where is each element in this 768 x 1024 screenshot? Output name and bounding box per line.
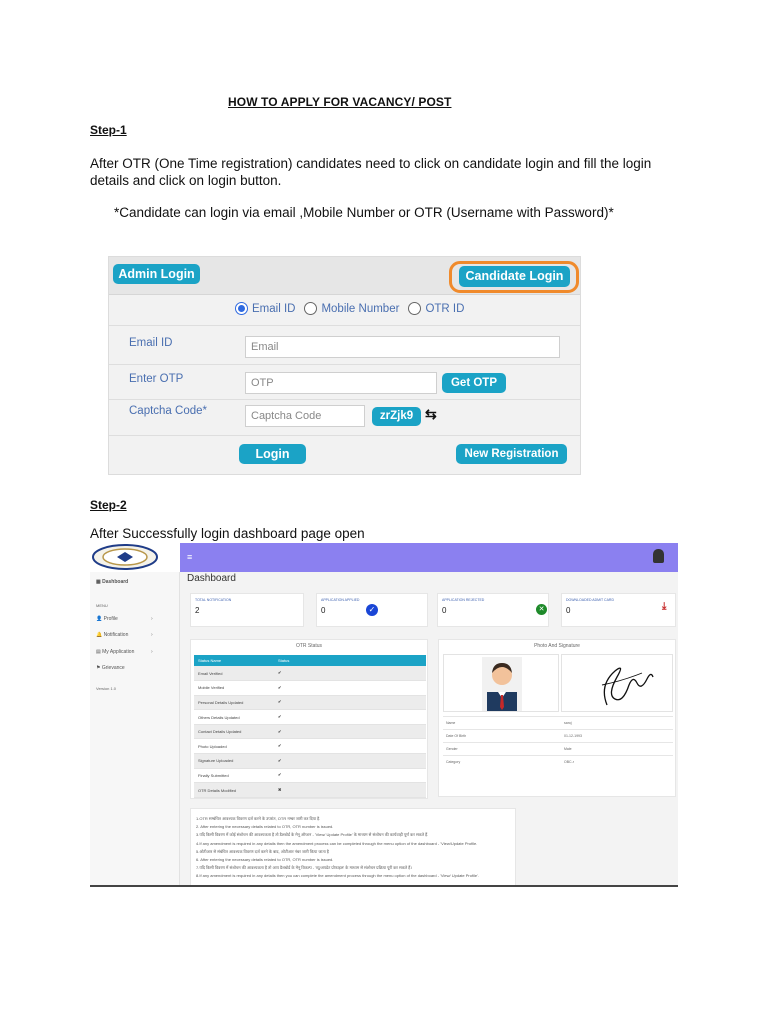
otr-status-panel bbox=[190, 639, 428, 799]
captcha-image: zrZjk9 bbox=[372, 407, 421, 426]
candidate-details-table bbox=[443, 716, 673, 769]
instruction-line: 6. After entering the necessary details related to OTR, OTR number is issued. bbox=[196, 856, 334, 862]
table-row: Photo Uploaded ✔ bbox=[194, 739, 426, 754]
table-row: Date Of Birth 01-12-1993 bbox=[443, 730, 673, 743]
download-icon: ⤓ bbox=[662, 601, 667, 612]
step1-line1: After OTR (One Time registration) candidates need to click on candidate login and fill the login bbox=[90, 156, 652, 171]
step1-note: *Candidate can login via email ,Mobile Number or OTR (Username with Password)* bbox=[114, 205, 614, 220]
table-row: Contact Details Updated ✔ bbox=[194, 724, 426, 739]
get-otp-button[interactable]: Get OTP bbox=[442, 373, 506, 393]
table-row: Gender Male bbox=[443, 743, 673, 756]
dashboard-screenshot bbox=[90, 543, 678, 887]
step1-line2: details and click on login button. bbox=[90, 173, 282, 188]
captcha-field[interactable]: Captcha Code bbox=[245, 405, 365, 427]
new-registration-button[interactable]: New Registration bbox=[456, 444, 567, 464]
photo-signature-title: Photo And Signature bbox=[534, 643, 580, 649]
card-total-notification[interactable]: TOTAL NOTIFICATION 2 bbox=[190, 593, 304, 627]
card-application-applied[interactable]: APPLICATION APPLIED 0 ✓ bbox=[316, 593, 428, 627]
sidebar-item-grievance[interactable]: ⚑ Grievance bbox=[96, 665, 125, 671]
page-title: Dashboard bbox=[187, 573, 236, 584]
table-row: OTR Details Modified ✖ bbox=[194, 783, 426, 798]
instruction-line: 7.यदि किसी विवरण में संशोधन की आवश्यकता है तो आप डैशबोर्ड के मेनू विकल्प - 'व्यू/अपडेट प्रोफाइल' के माध्यम से संशोधन प्रक्रिया पूरी कर सकते हैं। bbox=[196, 865, 412, 871]
divider bbox=[109, 364, 580, 365]
hamburger-icon[interactable]: ≡ bbox=[187, 552, 193, 562]
chevron-right-icon: › bbox=[151, 632, 153, 638]
captcha-label: Captcha Code* bbox=[129, 405, 207, 417]
chevron-right-icon: › bbox=[151, 616, 153, 622]
check-circle-icon: ✓ bbox=[366, 604, 378, 616]
radio-email[interactable] bbox=[235, 302, 248, 315]
logo bbox=[90, 543, 180, 572]
x-circle-icon: ✕ bbox=[536, 604, 547, 615]
table-row: Finally Submitted ✔ bbox=[194, 768, 426, 783]
step2-heading: Step-2 bbox=[90, 498, 127, 512]
radio-mobile[interactable] bbox=[304, 302, 317, 315]
candidate-login-button[interactable]: Candidate Login bbox=[459, 266, 570, 287]
table-row: Category OBC-r bbox=[443, 756, 673, 769]
instruction-line: 2. After entering the necessary details related to OTR, OTR number is issued. bbox=[196, 824, 334, 830]
login-type-selector bbox=[235, 302, 473, 315]
login-panel bbox=[108, 256, 581, 475]
chevron-right-icon: › bbox=[151, 649, 153, 655]
sidebar-item-dashboard[interactable]: ▦ Dashboard bbox=[96, 579, 129, 585]
photo-signature-panel bbox=[438, 639, 676, 797]
radio-otr-label: OTR ID bbox=[425, 302, 465, 315]
table-row: Name saroj bbox=[443, 717, 673, 730]
divider bbox=[109, 399, 580, 400]
instruction-line: 4.If any amendment is required in any details then the amendment process can be completed through the menu option of the dashboard - 'View/Update Profile. bbox=[196, 840, 478, 846]
table-row: Personal Details Updated ✔ bbox=[194, 695, 426, 710]
divider bbox=[109, 325, 580, 326]
candidate-photo bbox=[443, 654, 559, 712]
user-avatar-icon[interactable] bbox=[653, 549, 664, 563]
step2-line1: After Successfully login dashboard page open bbox=[90, 526, 365, 541]
step1-heading: Step-1 bbox=[90, 123, 127, 137]
radio-otr[interactable] bbox=[408, 302, 421, 315]
instruction-line: 5.ओटीआर से संबंधित आवश्यक विवरण दर्ज करने के बाद, ओटीआर नंबर जारी किया जाता है bbox=[196, 848, 329, 854]
version-label: Version 1.0 bbox=[96, 686, 117, 691]
otr-status-title: OTR Status bbox=[295, 643, 323, 649]
instruction-line: 3.यदि किसी विवरण में कोई संशोधन की आवश्यकता है तो डैशबोर्ड के मेनू ऑप्शन - 'View/ Update Profile' के माध्यम से संशोधन की कार्यवाही पूर्ण कर सकते हैं. bbox=[196, 832, 429, 838]
card-downloaded-admit-card[interactable]: DOWNLOADED ADMIT CARD 0 ⤓ bbox=[561, 593, 676, 627]
radio-email-label: Email ID bbox=[252, 302, 296, 315]
email-label: Email ID bbox=[129, 337, 173, 349]
instruction-line: 1.OTR सम्बंधित आवश्यक विवरण दर्ज करने के उपरांत, OTR नम्बर जारी कर दिया है. bbox=[196, 816, 321, 821]
sidebar-item-profile[interactable]: 👤 Profile bbox=[96, 616, 118, 622]
login-button[interactable]: Login bbox=[239, 444, 306, 464]
otp-label: Enter OTP bbox=[129, 373, 184, 385]
divider bbox=[109, 435, 580, 436]
dashboard-sidebar bbox=[90, 543, 180, 887]
otr-status-table: Status Name Status Email Verified ✔ Mobile Verified ✔ Personal Details Updated ✔ Others Details Updated ✔ Contact Details Updated ✔ Photo Uploaded ✔ Signature Uploaded ✔ Finally Submitted ✔ OTR Details Modified ✖ bbox=[194, 655, 426, 798]
otp-field[interactable]: OTP bbox=[245, 372, 437, 394]
radio-mobile-label: Mobile Number bbox=[321, 302, 400, 315]
table-row: Signature Uploaded ✔ bbox=[194, 754, 426, 769]
instructions-panel bbox=[190, 808, 516, 887]
candidate-signature bbox=[561, 654, 673, 712]
table-row: Mobile Verified ✔ bbox=[194, 681, 426, 696]
refresh-captcha-icon[interactable]: ⇆ bbox=[425, 406, 437, 422]
sidebar-item-my-application[interactable]: ▤ My Application bbox=[96, 649, 135, 655]
document-title: HOW TO APPLY FOR VACANCY/ POST bbox=[228, 95, 452, 109]
admin-login-button[interactable]: Admin Login bbox=[113, 264, 200, 284]
email-field[interactable]: Email bbox=[245, 336, 560, 358]
dashboard-topbar bbox=[180, 543, 678, 572]
card-application-rejected[interactable]: APPLICATION REJECTED 0 ✕ bbox=[437, 593, 549, 627]
sidebar-menu-header: MENU bbox=[96, 603, 108, 608]
table-row: Others Details Updated ✔ bbox=[194, 710, 426, 725]
sidebar-item-notification[interactable]: 🔔 Notification bbox=[96, 632, 129, 638]
instruction-line: 8.If any amendment is required in any details then you can complete the amendment process through the menu option of the dashboard - 'View/ Update Profile'. bbox=[196, 873, 479, 879]
table-row: Email Verified ✔ bbox=[194, 666, 426, 681]
